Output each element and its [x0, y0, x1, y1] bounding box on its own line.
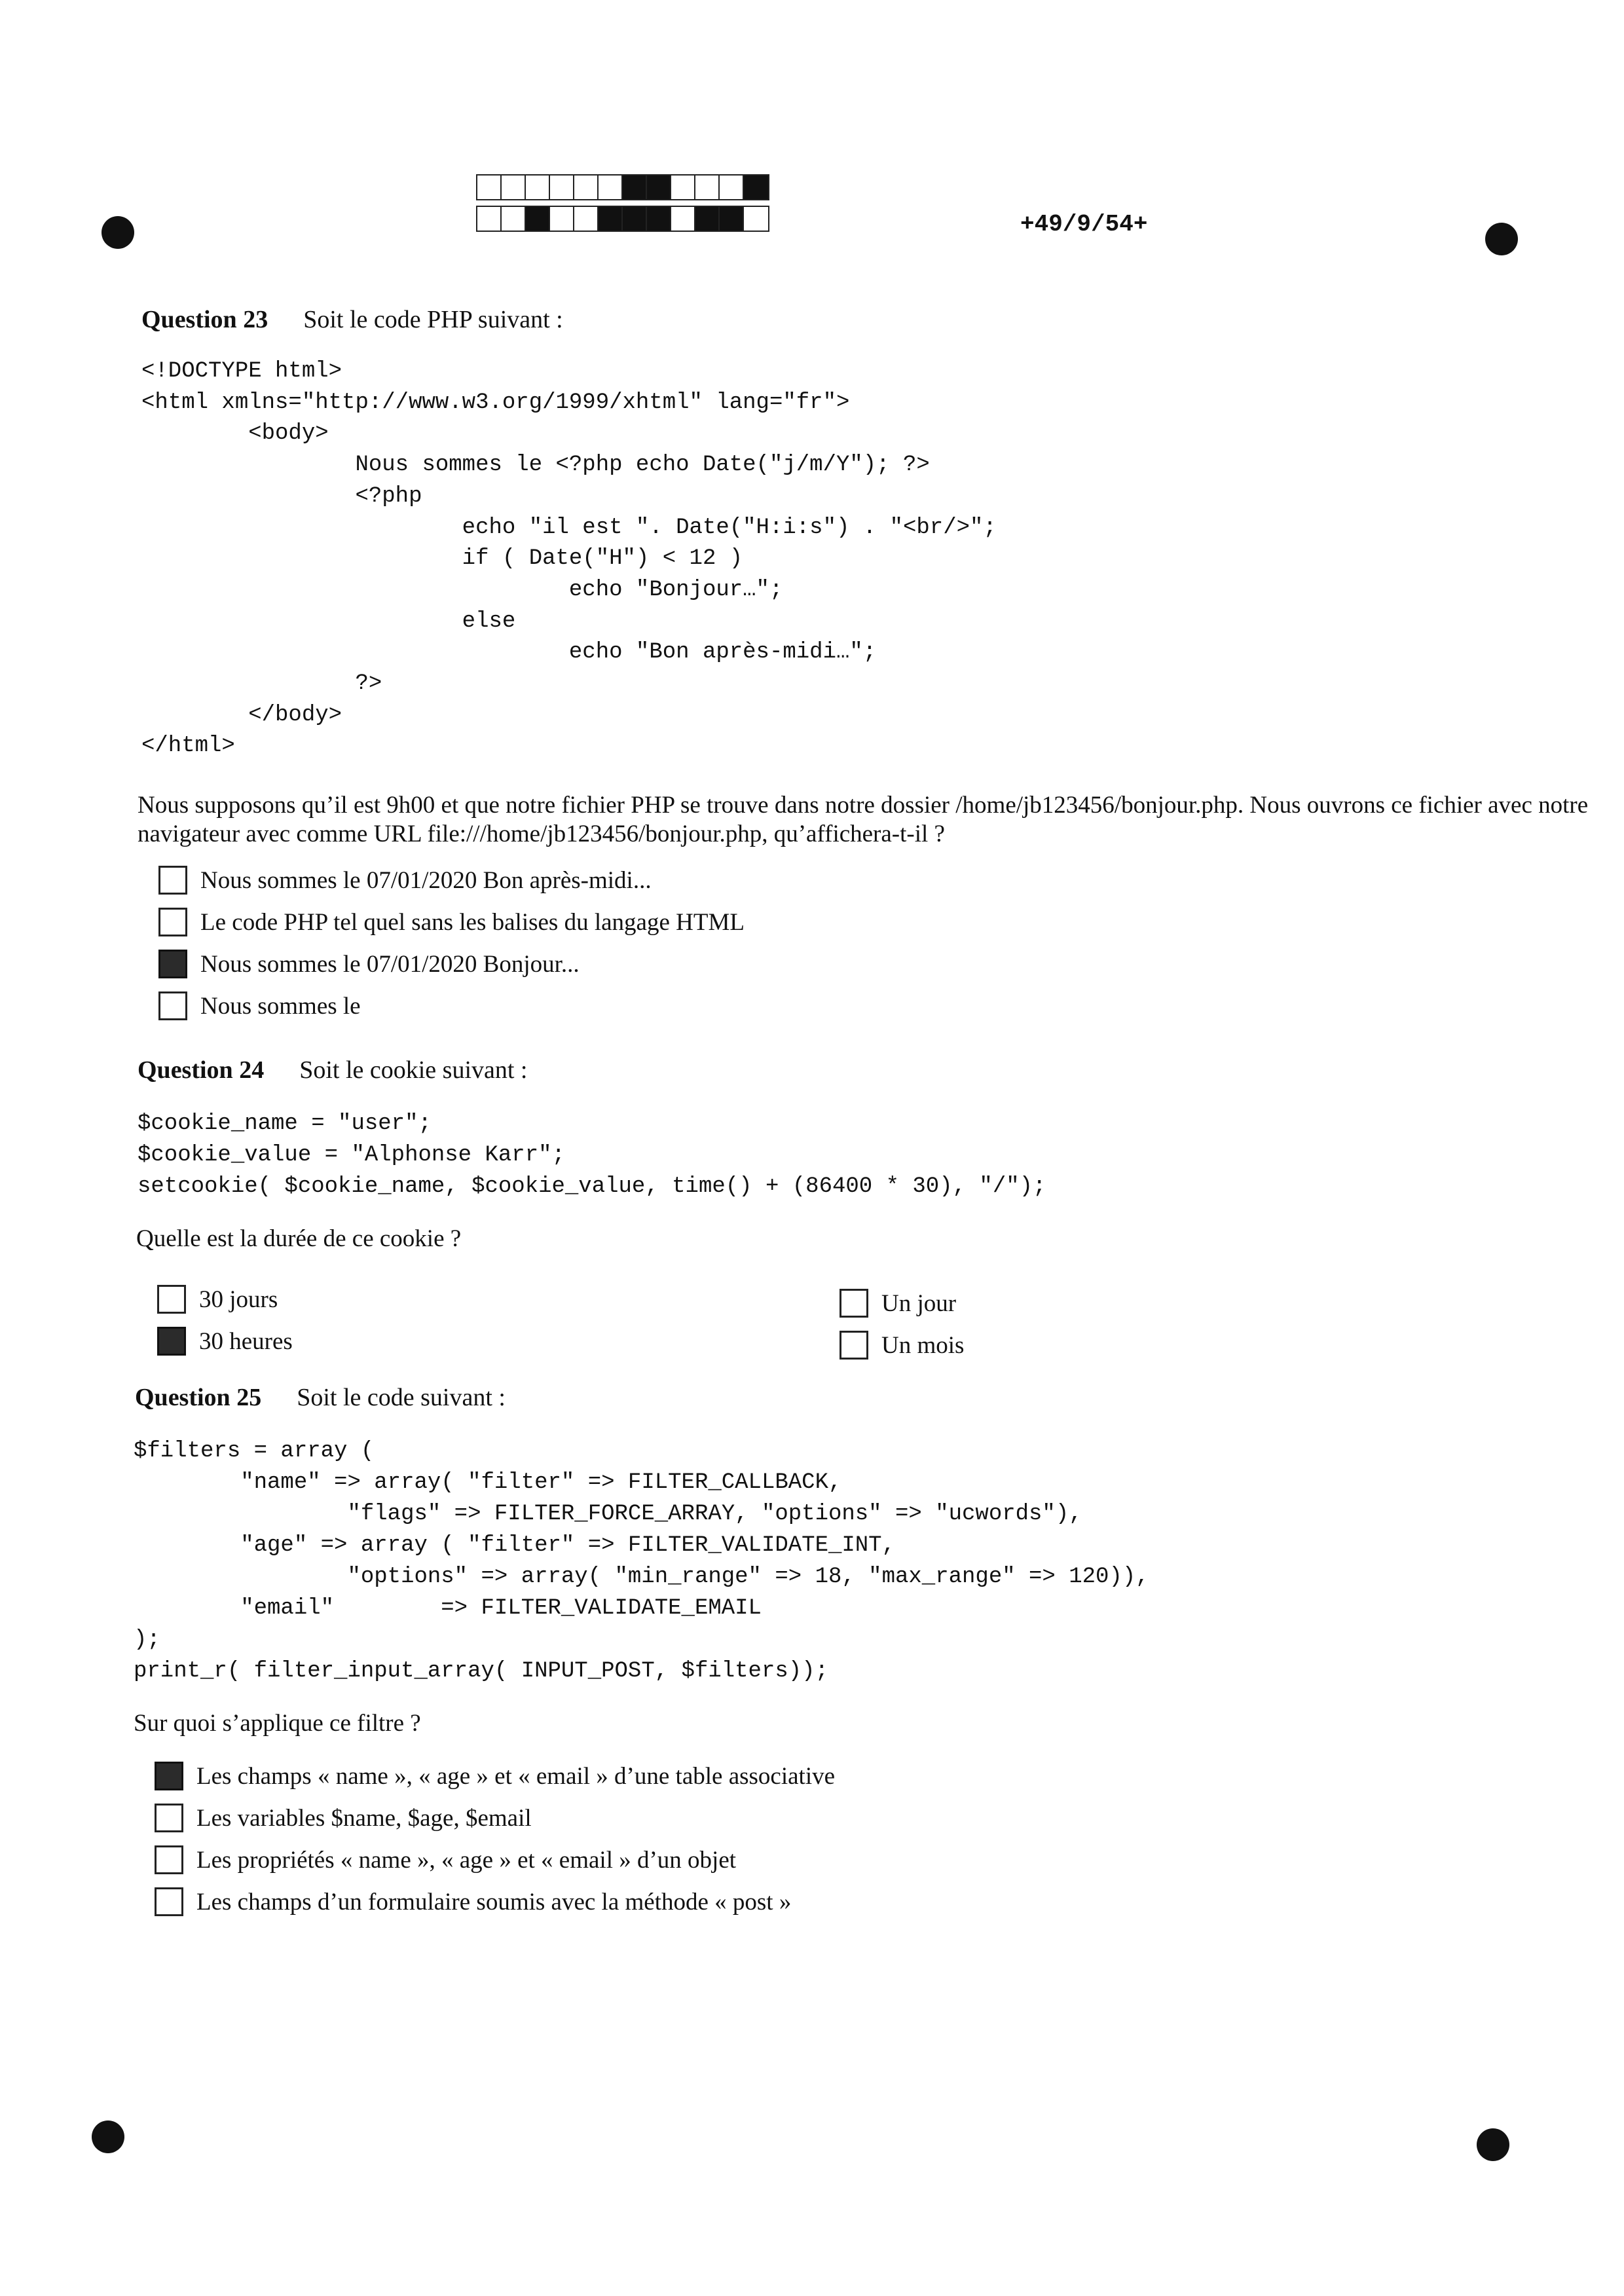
answer-label: Les variables $name, $age, $email [196, 1804, 532, 1832]
answer-label: Les champs d’un formulaire soumis avec la méthode « post » [196, 1888, 792, 1916]
answer-label: 30 jours [199, 1286, 278, 1313]
barcode-cell-filled [623, 207, 647, 231]
answer-label: Les propriétés « name », « age » et « email » d’un objet [196, 1846, 737, 1874]
barcode-cell-filled [744, 176, 768, 199]
q23-answer-2[interactable] [158, 908, 745, 936]
barcode-cell-filled [623, 176, 647, 199]
registration-mark-top-left [101, 216, 134, 249]
checkbox[interactable] [155, 1887, 183, 1916]
checkbox-checked[interactable] [158, 950, 187, 978]
barcode-cell-filled [647, 207, 671, 231]
barcode-cell-empty [574, 207, 599, 231]
barcode-cell-empty [599, 176, 623, 199]
answer-label: Nous sommes le 07/01/2020 Bon après-midi... [200, 866, 652, 894]
barcode-cell-empty [526, 176, 550, 199]
checkbox[interactable] [155, 1845, 183, 1874]
question-number: Question 25 [135, 1384, 262, 1411]
barcode-cell-empty [720, 176, 744, 199]
barcode-cell-empty [550, 207, 574, 231]
question-title: Soit le code PHP suivant : [303, 306, 563, 333]
question-25-header [135, 1383, 506, 1412]
barcode-cell-empty [477, 207, 502, 231]
barcode-bottom-row [476, 206, 769, 232]
page-id: +49/9/54+ [1020, 211, 1148, 238]
q25-answer-1[interactable] [155, 1762, 835, 1790]
barcode-cell-empty [671, 176, 695, 199]
answer-label: Un mois [881, 1331, 965, 1359]
answer-label: Nous sommes le [200, 992, 361, 1020]
question-24-header [138, 1056, 528, 1084]
question-24-prompt: Quelle est la durée de ce cookie ? [136, 1225, 462, 1252]
barcode-cell-empty [574, 176, 599, 199]
question-23-header [141, 305, 563, 334]
checkbox[interactable] [158, 991, 187, 1020]
question-24-code: $cookie_name = "user"; $cookie_value = "Alphonse Karr"; setcookie( $cookie_name, $cookie_value, time() + (86400 * 30), "/"); [138, 1111, 1046, 1199]
answer-label: Le code PHP tel quel sans les balises du langage HTML [200, 908, 745, 936]
checkbox-checked[interactable] [157, 1327, 186, 1356]
barcode-cell-empty [550, 176, 574, 199]
barcode-cell-empty [671, 207, 695, 231]
checkbox[interactable] [840, 1289, 868, 1318]
question-25-prompt: Sur quoi s’applique ce filtre ? [134, 1710, 421, 1737]
checkbox[interactable] [155, 1804, 183, 1832]
q25-answer-4[interactable] [155, 1887, 791, 1916]
question-23-prompt: Nous supposons qu’il est 9h00 et que notre fichier PHP se trouve dans notre dossier /home/jb123456/bonjour.php. Nous ouvrons ce fichier avec notre navigateur avec comme URL file:///home/jb123456/bonjour.php, qu’affichera-t-il ? [138, 792, 1589, 847]
barcode-cell-filled [526, 207, 550, 231]
q24-answer-1[interactable] [157, 1285, 278, 1314]
barcode-top-row [476, 174, 769, 200]
q24-answer-3[interactable] [840, 1289, 956, 1318]
registration-mark-bottom-right [1477, 2128, 1509, 2161]
question-23-code: <!DOCTYPE html> <html xmlns="http://www.w3.org/1999/xhtml" lang="fr"> <body> Nous sommes le <?php echo Date("j/m/Y"); ?> <?php echo "il est ". Date("H:i:s") . "<br/>"; if ( Date("H") < 12 ) echo "Bonjour…"; else echo "Bon après-midi…"; ?> </body> </html> [141, 359, 997, 759]
checkbox[interactable] [840, 1331, 868, 1360]
q24-answer-4[interactable] [840, 1331, 964, 1360]
barcode-cell-empty [744, 207, 768, 231]
question-number: Question 24 [138, 1056, 265, 1084]
checkbox[interactable] [158, 908, 187, 936]
q25-answer-2[interactable] [155, 1804, 532, 1832]
answer-label: Les champs « name », « age » et « email » d’une table associative [196, 1762, 836, 1790]
q23-answer-3[interactable] [158, 950, 580, 978]
barcode-cell-empty [477, 176, 502, 199]
registration-mark-top-right [1485, 223, 1518, 255]
barcode-cell-empty [502, 207, 526, 231]
barcode-cell-filled [720, 207, 744, 231]
barcode-cell-empty [695, 176, 720, 199]
checkbox[interactable] [157, 1285, 186, 1314]
question-title: Soit le code suivant : [297, 1384, 506, 1411]
question-25-code: $filters = array ( "name" => array( "filter" => FILTER_CALLBACK, "flags" => FILTER_FORCE_ARRAY, "options" => "ucwords"), "age" => array ( "filter" => FILTER_VALIDATE_INT, "options" => array( "min_range" => 18, "max_range" => 120)), "email" => FILTER_VALIDATE_EMAIL ); print_r( filter_input_array( INPUT_POST, $filters)); [134, 1439, 1149, 1684]
barcode-cell-filled [695, 207, 720, 231]
answer-label: Un jour [881, 1289, 957, 1317]
barcode-cell-filled [647, 176, 671, 199]
barcode-cell-empty [502, 176, 526, 199]
q23-answer-1[interactable] [158, 866, 652, 895]
checkbox[interactable] [158, 866, 187, 895]
barcode-cell-filled [599, 207, 623, 231]
checkbox-checked[interactable] [155, 1762, 183, 1790]
q25-answer-3[interactable] [155, 1845, 736, 1874]
question-number: Question 23 [141, 306, 268, 333]
q24-answer-2[interactable] [157, 1327, 293, 1356]
answer-label: Nous sommes le 07/01/2020 Bonjour... [200, 950, 580, 978]
registration-mark-bottom-left [92, 2120, 124, 2153]
answer-label: 30 heures [199, 1327, 293, 1355]
q23-answer-4[interactable] [158, 991, 361, 1020]
question-title: Soit le cookie suivant : [299, 1056, 528, 1084]
